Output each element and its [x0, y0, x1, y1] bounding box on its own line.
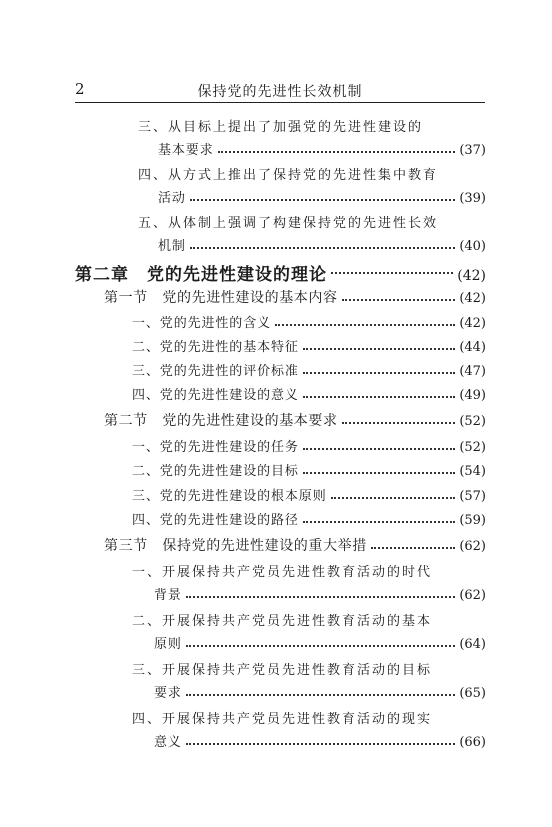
toc-entry-line1: 四、从方式上推出了保持党的先进性集中教育: [138, 168, 439, 183]
toc-page-ref: (62): [459, 539, 486, 554]
toc-page-ref: (42): [459, 291, 486, 306]
toc-entry[interactable]: [132, 485, 486, 505]
leader-dots: [218, 151, 456, 153]
leader-dots: [190, 247, 456, 249]
toc-page-ref: (64): [459, 637, 486, 652]
toc-entry-line1: 三、开展保持共产党员先进性教育活动的目标: [132, 663, 433, 678]
entry-title: 一、党的先进性建设的任务: [132, 440, 299, 455]
toc-entry-line1: 二、开展保持共产党员先进性教育活动的基本: [132, 614, 433, 629]
toc-entry[interactable]: [154, 682, 486, 702]
toc-page-ref: (47): [459, 364, 486, 379]
toc-entry[interactable]: [158, 235, 486, 255]
entry-title: 四、党的先进性建设的路径: [132, 513, 299, 528]
leader-dots: [186, 743, 456, 745]
toc-entry[interactable]: [132, 384, 486, 404]
leader-dots: [190, 199, 456, 201]
toc-entry-line2: 原则: [154, 637, 182, 652]
toc-entry[interactable]: [132, 509, 486, 529]
toc-section[interactable]: [104, 287, 486, 307]
leader-dots: [303, 372, 456, 374]
leader-dots: [186, 645, 456, 647]
toc-entry[interactable]: [154, 633, 486, 653]
toc-entry-line2: 要求: [154, 686, 182, 701]
toc-page-ref: (54): [459, 464, 486, 479]
leader-dots: [303, 348, 456, 350]
toc-page-ref: (59): [459, 513, 486, 528]
toc-entry-line2: 背景: [154, 588, 182, 603]
toc-entry-line1: 四、开展保持共产党员先进性教育活动的现实: [132, 712, 433, 727]
toc-entry-line2: 机制: [158, 239, 186, 254]
toc-entry[interactable]: [132, 460, 486, 480]
leader-dots: [303, 396, 456, 398]
toc-section[interactable]: [104, 410, 486, 430]
toc-entry-line2: 意义: [154, 735, 182, 750]
leader-dots: [371, 547, 456, 549]
toc-entry-line2: 活动: [158, 191, 186, 206]
entry-title: 二、党的先进性的基本特征: [132, 340, 299, 355]
toc-entry-line2: 基本要求: [158, 143, 214, 158]
toc-chapter[interactable]: [75, 260, 486, 285]
toc-page-ref: (44): [459, 340, 486, 355]
leader-dots: [303, 521, 456, 523]
toc-entry[interactable]: [132, 360, 486, 380]
section-title: 第一节 党的先进性建设的基本内容: [104, 290, 338, 306]
toc-page-ref: (42): [457, 268, 486, 284]
toc-entry[interactable]: [158, 187, 486, 207]
leader-dots: [331, 497, 456, 499]
toc-entry[interactable]: [132, 312, 486, 332]
toc-page-ref: (40): [459, 239, 486, 254]
leader-dots: [331, 272, 453, 274]
running-title: 保持党的先进性长效机制: [197, 84, 363, 100]
entry-title: 四、党的先进性建设的意义: [132, 388, 299, 403]
leader-dots: [303, 448, 456, 450]
toc-page-ref: (39): [459, 191, 486, 206]
toc-page-ref: (52): [459, 440, 486, 455]
toc-entry[interactable]: [132, 336, 486, 356]
toc-section[interactable]: [104, 535, 486, 555]
page-number: 2: [75, 80, 85, 98]
entry-title: 三、党的先进性的评价标准: [132, 364, 299, 379]
leader-dots: [186, 694, 456, 696]
toc-page-ref: (66): [459, 735, 486, 750]
toc-page-ref: (62): [459, 588, 486, 603]
toc-page-ref: (52): [459, 414, 486, 429]
leader-dots: [342, 422, 456, 424]
toc-page-ref: (57): [459, 489, 486, 504]
leader-dots: [275, 324, 455, 326]
toc-entry[interactable]: [154, 584, 486, 604]
leader-dots: [342, 299, 456, 301]
toc-entry[interactable]: [154, 731, 486, 751]
leader-dots: [186, 596, 456, 598]
chapter-title: 第二章 党的先进性建设的理论: [75, 265, 327, 285]
section-title: 第三节 保持党的先进性建设的重大举措: [104, 538, 367, 554]
entry-title: 三、党的先进性建设的根本原则: [132, 489, 327, 504]
entry-title: 二、党的先进性建设的目标: [132, 464, 299, 479]
entry-title: 一、党的先进性的含义: [132, 316, 272, 331]
toc-page-ref: (42): [459, 316, 486, 331]
toc-entry-line1: 三、从目标上提出了加强党的先进性建设的: [138, 120, 424, 135]
toc-entry[interactable]: [132, 436, 486, 456]
leader-dots: [303, 472, 456, 474]
toc-page-ref: (49): [459, 388, 486, 403]
toc-page-ref: (65): [459, 686, 486, 701]
toc-entry[interactable]: [158, 139, 486, 159]
toc-entry-line1: 一、开展保持共产党员先进性教育活动的时代: [132, 565, 433, 580]
toc-entry-line1: 五、从体制上强调了构建保持党的先进性长效: [138, 216, 439, 231]
section-title: 第二节 党的先进性建设的基本要求: [104, 413, 338, 429]
toc-page-ref: (37): [459, 143, 486, 158]
page-header: [75, 80, 485, 103]
